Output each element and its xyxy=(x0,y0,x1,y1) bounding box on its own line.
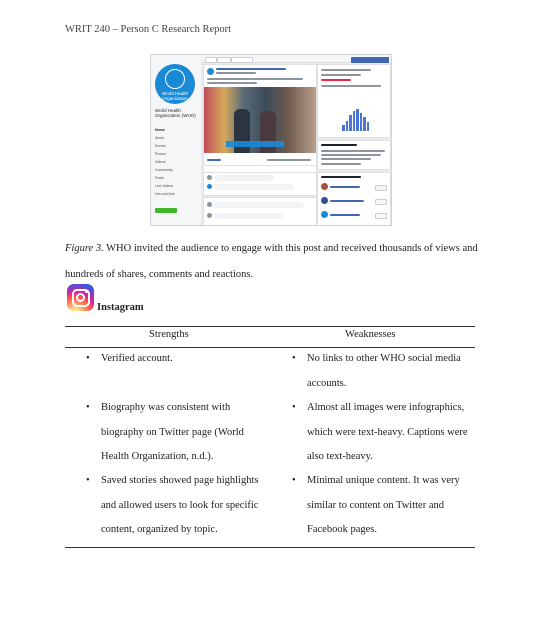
comment-item xyxy=(207,184,313,192)
nav-photos: Photos xyxy=(155,152,166,156)
suggested-like-button xyxy=(375,213,387,219)
pages-liked-panel xyxy=(317,172,391,226)
who-logo-text: World Health Organization xyxy=(162,91,188,101)
suggested-page-name xyxy=(330,214,360,216)
learn-more-button xyxy=(351,57,389,63)
suggested-like-button xyxy=(375,185,387,191)
suggested-page xyxy=(321,211,387,220)
instagram-icon xyxy=(67,284,94,311)
reaction-icons xyxy=(207,159,221,161)
nav-posts: Posts xyxy=(155,176,164,180)
comment-bubble xyxy=(214,175,274,181)
panel-text-line xyxy=(321,158,371,160)
instagram-icon-dot xyxy=(85,290,88,293)
comment-item xyxy=(207,202,313,210)
weakness-text: Almost all images were infographics, which were text-heavy. Captions were also text-heavy. xyxy=(307,402,468,462)
nav-community: Community xyxy=(155,168,173,172)
suggested-page-avatar xyxy=(321,197,328,204)
panel-title-line xyxy=(321,176,361,178)
weakness-text: Minimal unique content. It was very similar to content on Twitter and Facebook pages. xyxy=(307,475,460,535)
panel-text-line xyxy=(321,150,385,152)
strength-text: Biography was consistent with biography on Twitter page (World Health Organization, n.d.). xyxy=(101,402,244,462)
reach-bar xyxy=(367,122,370,131)
suggested-like-button xyxy=(375,199,387,205)
weakness-item xyxy=(292,396,474,470)
comment-item xyxy=(207,213,313,221)
nav-videos: Videos xyxy=(155,160,166,164)
suggested-page-name xyxy=(330,200,364,202)
post-text-line xyxy=(207,78,303,80)
strength-text: Saved stories showed page highlights and allowed users to look for specific content, organized by topic. xyxy=(101,475,259,535)
comment-avatar xyxy=(207,213,212,218)
nav-home: Home xyxy=(155,128,165,132)
bullet: • xyxy=(292,353,296,364)
reach-bar xyxy=(356,109,359,131)
figure-label: Figure 3. xyxy=(65,243,104,254)
nav-info-and-ads: Info and Ads xyxy=(155,192,175,196)
suggested-page xyxy=(321,197,387,206)
insights-panel xyxy=(317,64,391,138)
suggested-page-name xyxy=(330,186,360,188)
section-title: Instagram xyxy=(97,302,144,313)
figure-caption xyxy=(65,236,480,288)
reach-bar xyxy=(342,125,345,131)
suggested-page-avatar xyxy=(321,183,328,190)
bullet: • xyxy=(292,475,296,486)
bullet: • xyxy=(86,402,90,413)
photo-caption-banner xyxy=(226,141,284,147)
share-page-button xyxy=(231,57,253,63)
reaction-counts xyxy=(267,159,311,161)
insight-line xyxy=(321,69,371,71)
weakness-text: No links to other WHO social media accounts. xyxy=(307,353,461,389)
comment-bubble xyxy=(214,213,284,219)
bullet: • xyxy=(86,353,90,364)
comment-bubble xyxy=(214,184,294,190)
reactions-row xyxy=(207,158,313,162)
who-emblem-icon xyxy=(165,69,185,89)
running-head: WRIT 240 – Person C Research Report xyxy=(65,24,232,35)
reach-bar xyxy=(363,117,366,131)
who-logo xyxy=(155,64,195,104)
post-column xyxy=(203,64,315,225)
suggested-page xyxy=(321,183,387,192)
weaknesses-header: Weaknesses xyxy=(345,329,396,340)
comment-section xyxy=(203,197,317,226)
weakness-item xyxy=(292,347,472,396)
post-actions-bar xyxy=(204,165,316,173)
strengths-header: Strengths xyxy=(149,329,189,340)
nav-about: About xyxy=(155,136,165,140)
bullet: • xyxy=(292,402,296,413)
reach-bar xyxy=(360,113,363,131)
reach-bar xyxy=(346,121,349,131)
table-bottom-rule xyxy=(65,547,475,548)
facebook-screenshot-figure xyxy=(150,54,392,226)
post-meta-line xyxy=(216,72,256,74)
create-page-button xyxy=(155,208,177,213)
page-sidebar xyxy=(151,62,201,225)
panel-title-line xyxy=(321,144,357,146)
post-avatar xyxy=(207,68,214,75)
page-transparency-panel xyxy=(317,140,391,170)
figure-caption-text: WHO invited the audience to engage with this post and received thousands of views and hundreds of shares, comments and reactions. xyxy=(65,243,478,280)
bullet: • xyxy=(86,475,90,486)
insight-line xyxy=(321,79,351,81)
table-top-rule xyxy=(65,326,475,327)
comment-bubble xyxy=(214,202,304,208)
strength-item xyxy=(86,396,271,470)
follow-page-button xyxy=(217,57,231,63)
right-sidebar xyxy=(317,64,389,225)
suggested-page-avatar xyxy=(321,211,328,218)
facebook-post xyxy=(203,64,317,196)
insight-line xyxy=(321,85,381,87)
instagram-icon-lens xyxy=(76,293,85,302)
comment-avatar xyxy=(207,184,212,189)
comment-item xyxy=(207,175,313,183)
reach-bar xyxy=(349,115,352,131)
panel-text-line xyxy=(321,163,361,165)
comment-avatar xyxy=(207,175,212,180)
strength-item xyxy=(86,469,276,543)
insight-line xyxy=(321,74,361,76)
like-page-button xyxy=(205,57,217,63)
nav-events: Events xyxy=(155,144,166,148)
reach-bar-chart xyxy=(324,91,384,131)
strength-item xyxy=(86,347,271,372)
post-text-line xyxy=(207,82,257,84)
post-author-line xyxy=(216,68,286,70)
panel-text-line xyxy=(321,154,381,156)
comment-avatar xyxy=(207,202,212,207)
page-name: World Health Organization (WHO) xyxy=(155,108,196,118)
weakness-item xyxy=(292,469,470,543)
strength-text: Verified account. xyxy=(101,353,173,364)
nav-live-videos: Live Videos xyxy=(155,184,174,188)
reach-bar xyxy=(353,111,356,131)
